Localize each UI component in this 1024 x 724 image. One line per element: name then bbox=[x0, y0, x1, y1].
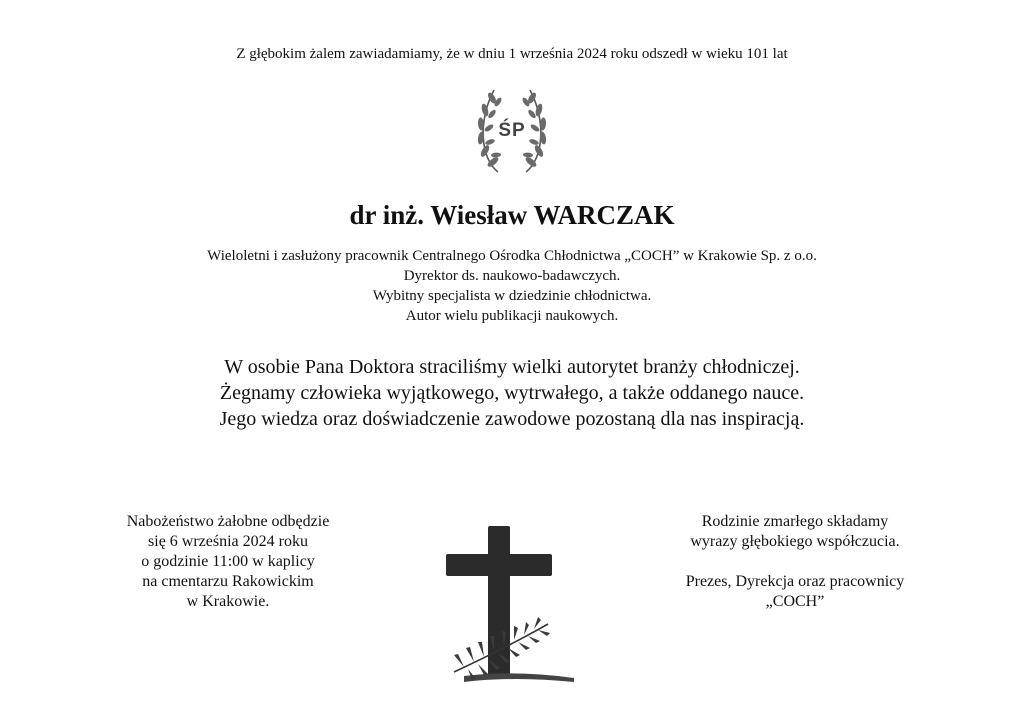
service-info bbox=[78, 512, 378, 612]
service-line: na cmentarzu Rakowickim bbox=[142, 573, 314, 590]
tribute-line: Żegnamy człowieka wyjątkowego, wytrwałego, a także oddanego nauce. bbox=[219, 382, 805, 404]
signature-line: „COCH” bbox=[765, 593, 825, 610]
roles-block bbox=[0, 246, 1024, 326]
service-line: w Krakowie. bbox=[186, 593, 270, 610]
condolence-line: Rodzinie zmarłego składamy bbox=[701, 513, 889, 530]
service-line: się 6 września 2024 roku bbox=[148, 533, 308, 550]
role-line: Wybitny specjalista w dziedzinie chłodnictwa. bbox=[372, 288, 652, 304]
role-line: Wieloletni i zasłużony pracownik Centralnego Ośrodka Chłodnictwa „COCH” w Krakowie Sp. z o.o. bbox=[207, 248, 817, 264]
service-line: o godzinie 11:00 w kaplicy bbox=[141, 553, 315, 570]
condolence-line: wyrazy głębokiego współczucia. bbox=[690, 533, 900, 550]
condolences-block bbox=[640, 512, 950, 612]
signature-line: Prezes, Dyrekcja oraz pracownicy bbox=[685, 573, 905, 590]
tribute-block bbox=[0, 354, 1024, 432]
deceased-name: dr inż. Wiesław WARCZAK bbox=[349, 200, 675, 230]
service-line: Nabożeństwo żałobne odbędzie bbox=[126, 513, 330, 530]
tribute-line: W osobie Pana Doktora straciliśmy wielki autorytet branży chłodniczej. bbox=[224, 356, 800, 378]
intro-text: Z głębokim żalem zawiadamiamy, że w dniu 1 września 2024 roku odszedł w wieku 101 lat bbox=[236, 46, 788, 62]
role-line: Autor wielu publikacji naukowych. bbox=[405, 308, 619, 324]
laurel-wreath-sp-icon bbox=[472, 80, 552, 180]
tribute-line: Jego wiedza oraz doświadczenie zawodowe pozostaną dla nas inspiracją. bbox=[219, 408, 805, 430]
emblem-text: ŚP bbox=[498, 120, 526, 141]
cross-with-palm-branch-icon bbox=[424, 520, 604, 700]
role-line: Dyrektor ds. naukowo-badawczych. bbox=[403, 268, 621, 284]
spacer bbox=[640, 552, 950, 572]
